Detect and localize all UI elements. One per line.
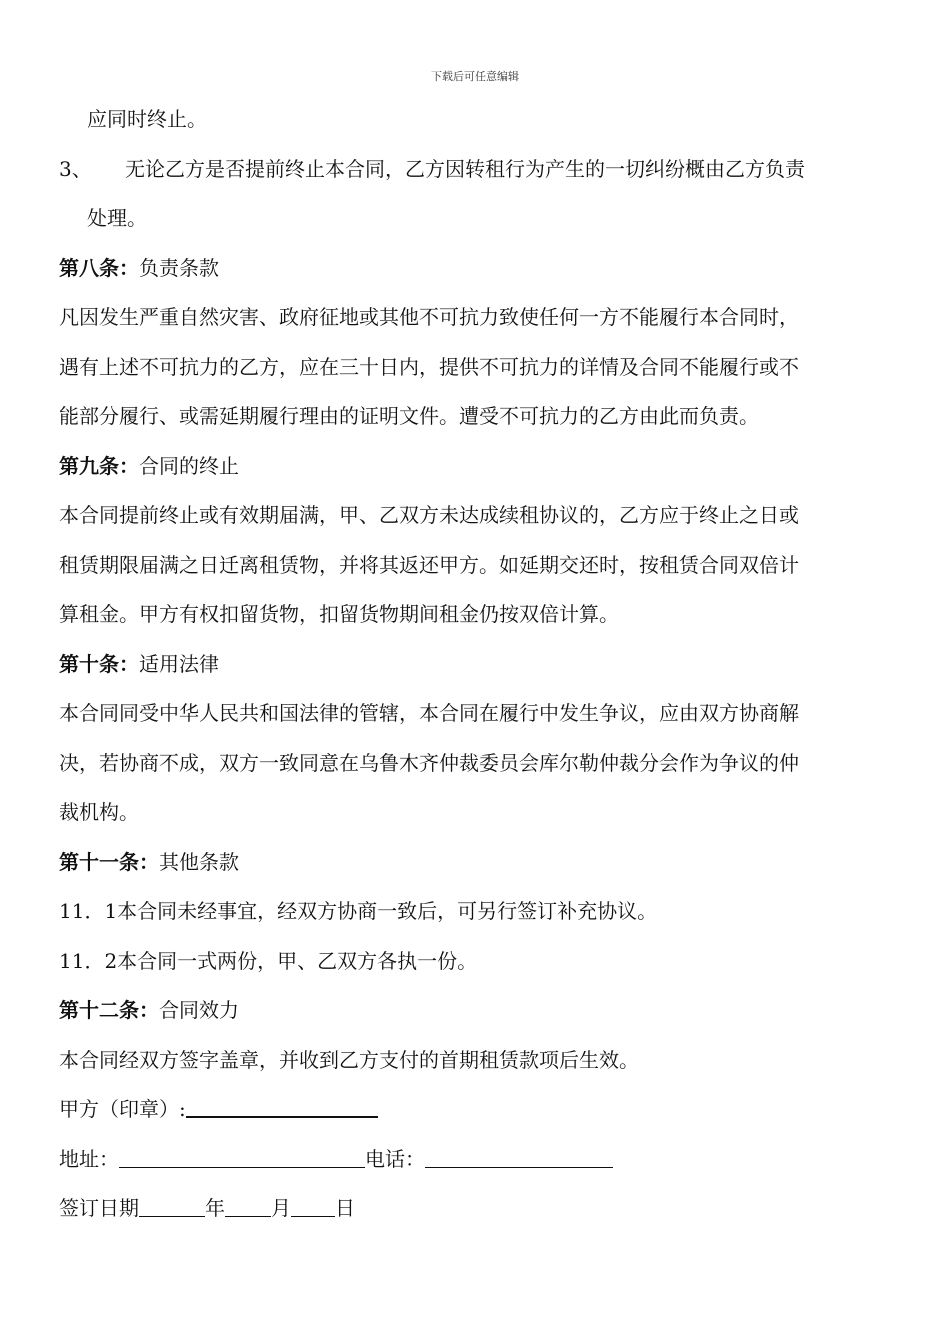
address-blank-line[interactable] (119, 1147, 365, 1168)
phone-label: 电话： (365, 1146, 425, 1171)
list-item-3 (59, 145, 897, 195)
signing-date-row (59, 1184, 897, 1234)
article-11-line: 11．1本合同未经事宜，经双方协商一致后，可另行签订补充协议。 (59, 899, 658, 923)
article-10-line: 本合同同受中华人民共和国法律的管辖，本合同在履行中发生争议，应由双方协商解 (59, 701, 799, 725)
article-label: 第十条： (59, 651, 139, 676)
article-label: 第十二条： (59, 998, 159, 1022)
article-9-line: 算租金。甲方有权扣留货物，扣留货物期间租金仍按双倍计算。 (59, 602, 619, 626)
document-body (59, 95, 897, 1234)
list-item-continuation: 处理。 (87, 206, 147, 230)
list-number: 3、 (59, 156, 92, 181)
article-11-heading (59, 838, 897, 888)
article-12-heading (59, 986, 897, 1036)
article-name: 合同效力 (159, 998, 239, 1022)
paragraph-continuation: 应同时终止。 (87, 107, 207, 131)
article-8-heading (59, 244, 897, 294)
article-label: 第八条： (59, 255, 139, 280)
signature-contact-row (59, 1135, 897, 1185)
year-blank-line[interactable] (139, 1196, 205, 1217)
article-9-line: 租赁期限届满之日迁离租赁物，并将其返还甲方。如延期交还时，按租赁合同双倍计 (59, 552, 799, 577)
day-blank-line[interactable] (291, 1196, 335, 1217)
article-8-line: 能部分履行、或需延期履行理由的证明文件。遭受不可抗力的乙方由此而负责。 (59, 404, 759, 428)
article-8-line: 遇有上述不可抗力的乙方，应在三十日内，提供不可抗力的详情及合同不能履行或不 (59, 354, 799, 379)
list-item-text: 无论乙方是否提前终止本合同，乙方因转租行为产生的一切纠纷概由乙方负责 (125, 156, 805, 181)
article-12-line: 本合同经双方签字盖章，并收到乙方支付的首期租赁款项后生效。 (59, 1047, 639, 1072)
article-name: 其他条款 (159, 849, 239, 874)
signature-party-a (59, 1085, 897, 1135)
signing-date-label: 签订日期 (59, 1196, 139, 1220)
month-label: 月 (271, 1196, 291, 1220)
year-label: 年 (205, 1196, 225, 1220)
article-10-heading (59, 640, 897, 690)
article-name: 适用法律 (139, 651, 219, 676)
article-label: 第十一条： (59, 849, 159, 874)
address-label: 地址： (59, 1146, 119, 1171)
month-blank-line[interactable] (225, 1196, 271, 1217)
page-header: 下载后可任意编辑 (431, 70, 519, 83)
party-a-label: 甲方（印章）: (59, 1097, 186, 1121)
party-a-signature-line[interactable] (186, 1096, 378, 1118)
article-10-line: 决，若协商不成，双方一致同意在乌鲁木齐仲裁委员会库尔勒仲裁分会作为争议的仲 (59, 750, 799, 775)
phone-blank-line[interactable] (425, 1147, 613, 1168)
article-9-line: 本合同提前终止或有效期届满，甲、乙双方未达成续租协议的，乙方应于终止之日或 (59, 503, 799, 527)
article-name: 合同的终止 (139, 453, 239, 478)
article-8-line: 凡因发生严重自然灾害、政府征地或其他不可抗力致使任何一方不能履行本合同时， (59, 305, 799, 329)
article-label: 第九条： (59, 453, 139, 478)
day-label: 日 (335, 1196, 355, 1220)
article-11-line: 11．2本合同一式两份，甲、乙双方各执一份。 (59, 948, 478, 973)
article-9-heading (59, 442, 897, 492)
article-name: 负责条款 (139, 255, 219, 280)
article-10-line: 裁机构。 (59, 800, 139, 824)
